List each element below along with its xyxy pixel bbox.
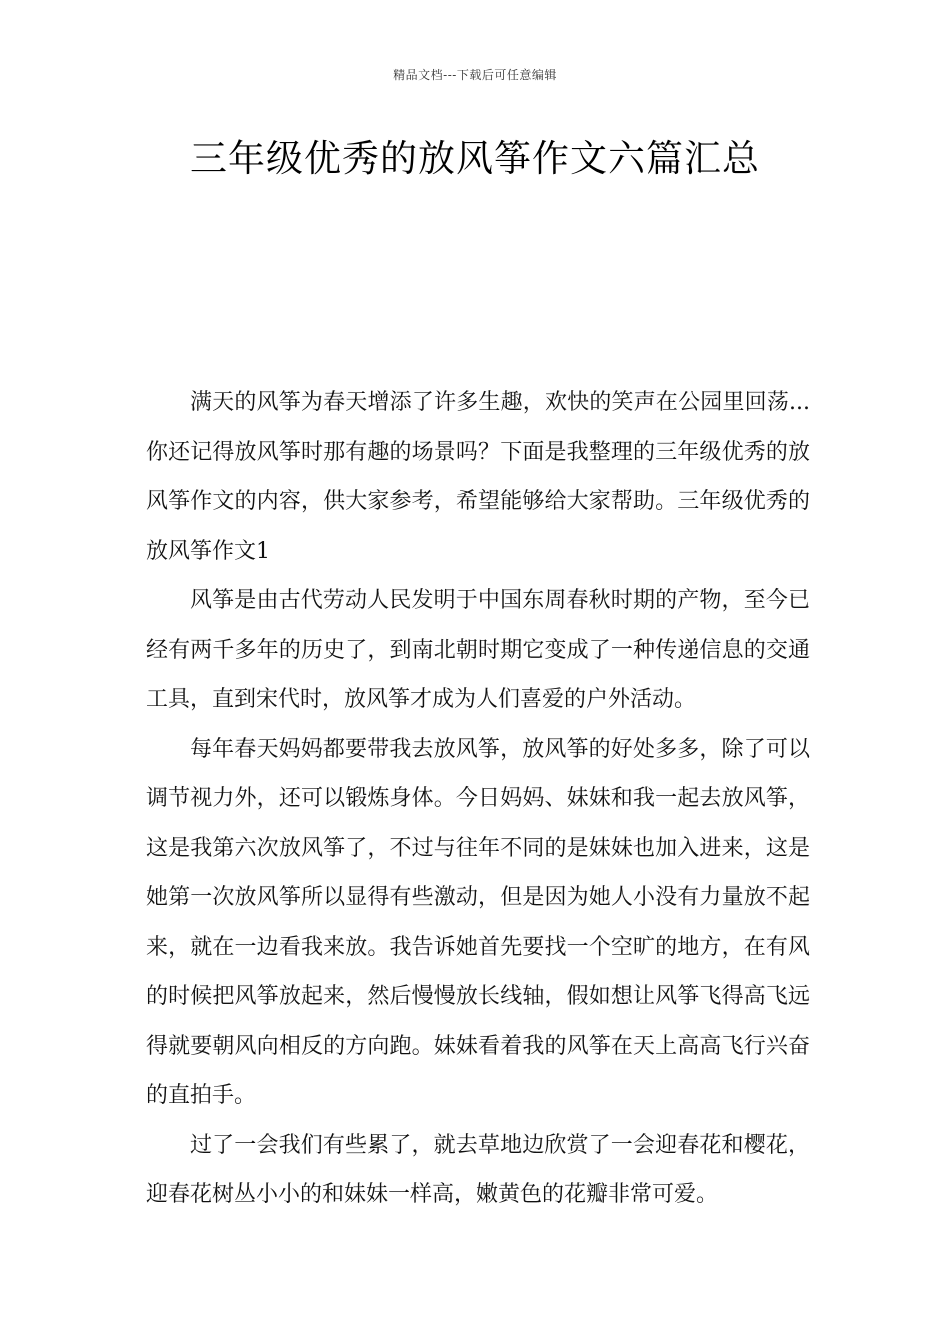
paragraph: 风筝是由古代劳动人民发明于中国东周春秋时期的产物，至今已经有两千多年的历史了，到南北朝时期它变成了一种传递信息的交通工具，直到宋代时，放风筝才成为人们喜爱的户外活动。 xyxy=(146,588,810,712)
header-note: 精品文档---下载后可任意编辑 xyxy=(393,68,557,82)
paragraph: 满天的风筝为春天增添了许多生趣，欢快的笑声在公园里回荡...你还记得放风筝时那有趣的场景吗？下面是我整理的三年级优秀的放风筝作文的内容，供大家参考，希望能够给大家帮助。三年级优秀的放风筝作文1 xyxy=(146,390,810,564)
document-body xyxy=(146,378,810,1220)
page-title: 三年级优秀的放风筝作文六篇汇总 xyxy=(190,137,760,180)
paragraph: 过了一会我们有些累了，就去草地边欣赏了一会迎春花和樱花，迎春花树丛小小的和妹妹一样高，嫩黄色的花瓣非常可爱。 xyxy=(146,1132,810,1207)
paragraph: 每年春天妈妈都要带我去放风筝，放风筝的好处多多，除了可以调节视力外，还可以锻炼身体。今日妈妈、妹妹和我一起去放风筝，这是我第六次放风筝了，不过与往年不同的是妹妹也加入进来，这是她第一次放风筝所以显得有些激动，但是因为她人小没有力量放不起来，就在一边看我来放。我告诉她首先要找一个空旷的地方，在有风的时候把风筝放起来，然后慢慢放长线轴，假如想让风筝飞得高飞远得就要朝风向相反的方向跑。妹妹看着我的风筝在天上高高飞行兴奋的直拍手。 xyxy=(146,736,810,1108)
